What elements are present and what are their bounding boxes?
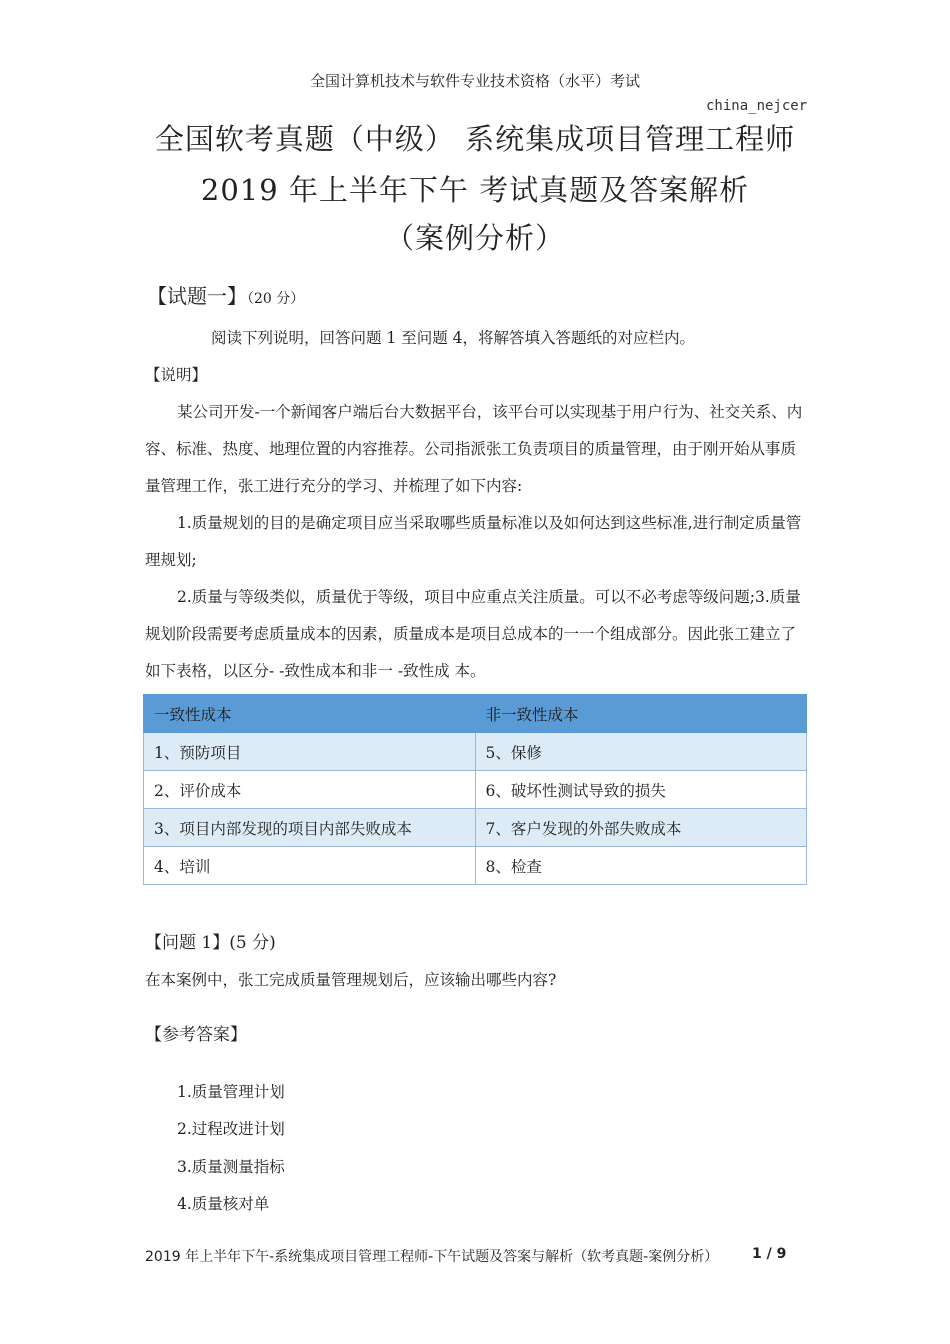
table-cell: 7、客户发现的外部失败成本 (475, 809, 807, 847)
paragraph-3: 2.质量与等级类似，质量优于等级，项目中应重点关注质量。可以不必考虑等级问题;3.质量规划阶段需要考虑质量成本的因素，质量成本是项目总成本的一一个组成部分。因此张工建立了如下表格，以区分- -致性成本和非一 -致性成 本。 (145, 588, 801, 680)
answer-item: 2.过程改进计划 (177, 1120, 285, 1138)
table-header-row (144, 695, 807, 733)
paragraph-2: 1.质量规划的目的是确定项目应当采取哪些质量标准以及如何达到这些标准,进行制定质量管理规划; (145, 514, 802, 569)
instruction-text: 阅读下列说明，回答问题 1 至问题 4，将解答填入答题纸的对应栏内。 (211, 329, 696, 347)
table-cell: 3、项目内部发现的项目内部失败成本 (144, 809, 476, 847)
page-footer: 2019 年上半年下午-系统集成项目管理工程师-下午试题及答案与解析（软考真题-案例分析） (145, 1249, 719, 1265)
doc-title-line1: 全国软考真题（中级） 系统集成项目管理工程师 (154, 122, 796, 156)
table-row (144, 809, 807, 847)
question1-score: （20 分） (247, 291, 305, 307)
doc-title-line2: 2019 年上半年下午 考试真题及答案解析 (200, 173, 750, 207)
table-row (144, 733, 807, 771)
table-row (144, 847, 807, 885)
answer-item: 3.质量测量指标 (177, 1158, 285, 1176)
table-cell: 1、预防项目 (144, 733, 476, 771)
reference-answer-heading: 【参考答案】 (145, 1025, 247, 1045)
question1-heading (147, 280, 304, 309)
table-row (144, 771, 807, 809)
problem1-question: 在本案例中，张工完成质量管理规划后，应该输出哪些内容? (145, 971, 557, 989)
table-header-cell: 非一致性成本 (475, 695, 807, 733)
table-cell: 2、评价成本 (144, 771, 476, 809)
cost-table (143, 694, 807, 885)
table-header-cell: 一致性成本 (144, 695, 476, 733)
page-number: 1 / 9 (752, 1246, 787, 1262)
answer-item: 1.质量管理计划 (177, 1083, 285, 1101)
doc-title-line3: （案例分析） (384, 221, 565, 255)
watermark-text: china_nejcer (706, 98, 808, 114)
table-cell: 5、保修 (475, 733, 807, 771)
table-cell: 6、破坏性测试导致的损失 (475, 771, 807, 809)
answer-item: 4.质量核对单 (177, 1195, 270, 1213)
explain-label: 【说明】 (145, 366, 208, 384)
problem1-heading: 【问题 1】(5 分) (145, 933, 276, 953)
paragraph-1: 某公司开发-一个新闻客户端后台大数据平台，该平台可以实现基于用户行为、社交关系、内容、标准、热度、地理位置的内容推荐。公司指派张工负责项目的质量管理，由于刚开始从事质量管理工作，张工进行充分的学习、并梳理了如下内容: (145, 403, 803, 495)
table-cell: 4、培训 (144, 847, 476, 885)
page-header: 全国计算机技术与软件专业技术资格（水平）考试 (309, 72, 640, 90)
table-cell: 8、检查 (475, 847, 807, 885)
question1-title: 【试题一】 (147, 284, 247, 308)
